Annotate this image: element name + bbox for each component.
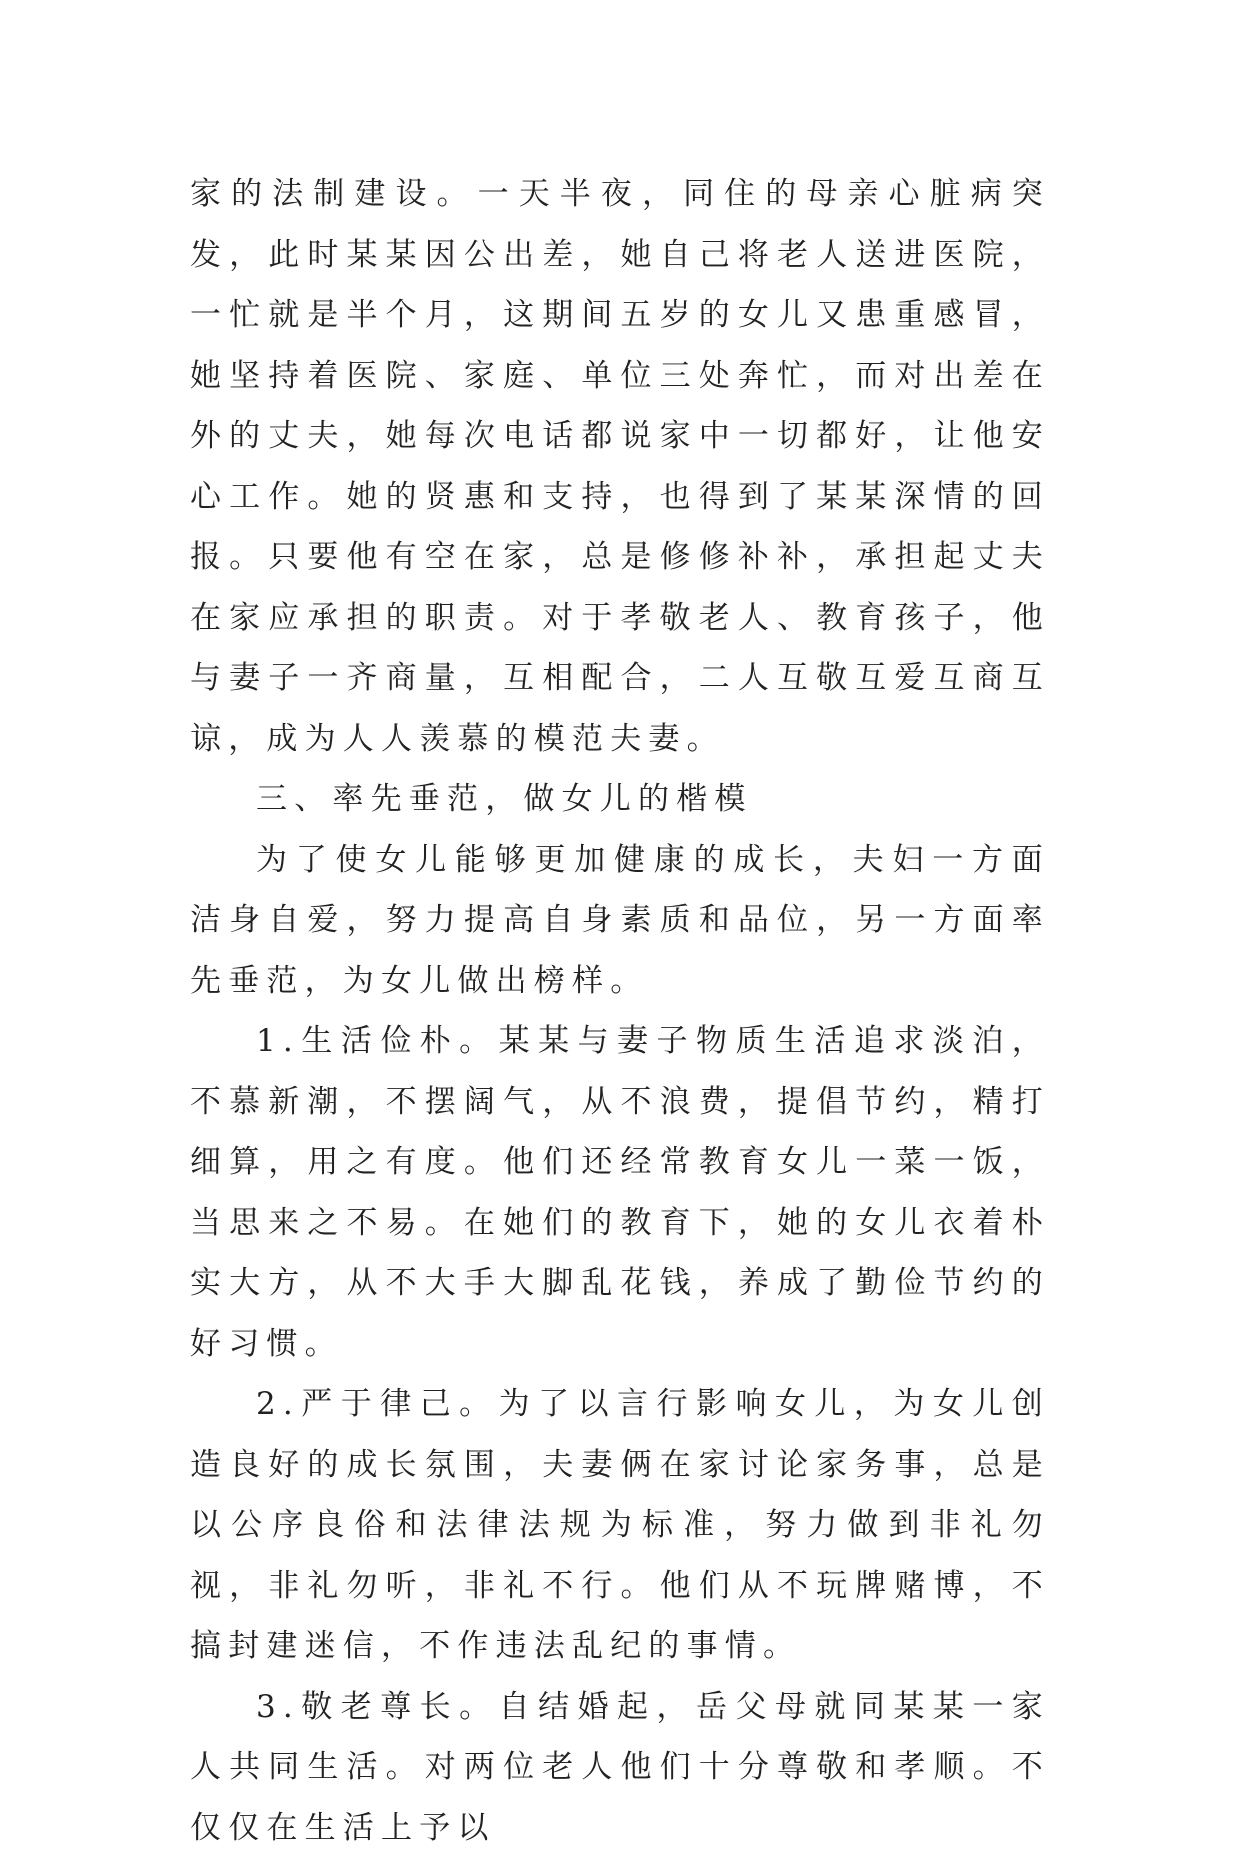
paragraph-family-legal-building: 家的法制建设。一天半夜，同住的母亲心脏病突发，此时某某因公出差，她自己将老人送进医院，一忙就是半个月，这期间五岁的女儿又患重感冒，她坚持着医院、家庭、单位三处奔忙，而对出差在外的丈夫，她每次电话都说家中一切都好，让他安心工作。她的贤惠和支持，也得到了某某深情的回报。只要他有空在家，总是修修补补，承担起丈夫在家应承担的职责。对于孝敬老人、教育孩子，他与妻子一齐商量，互相配合，二人互敬互爱互商互谅，成为人人羡慕的模范夫妻。: [190, 164, 1050, 769]
paragraph-respect-elders: 3.敬老尊长。自结婚起，岳父母就同某某一家人共同生活。对两位老人他们十分尊敬和孝顺。不仅仅在生活上予以: [190, 1677, 1050, 1858]
document-body: [190, 164, 1050, 1858]
section-heading-role-model: 三、率先垂范，做女儿的楷模: [190, 769, 1050, 830]
paragraph-self-discipline: 2.严于律己。为了以言行影响女儿，为女儿创造良好的成长氛围，夫妻俩在家讨论家务事，总是以公序良俗和法律法规为标准，努力做到非礼勿视，非礼勿听，非礼不行。他们从不玩牌赌博，不搞封建迷信，不作违法乱纪的事情。: [190, 1374, 1050, 1677]
paragraph-set-example: 为了使女儿能够更加健康的成长，夫妇一方面洁身自爱，努力提高自身素质和品位，另一方面率先垂范，为女儿做出榜样。: [190, 830, 1050, 1012]
paragraph-frugal-living: 1.生活俭朴。某某与妻子物质生活追求淡泊，不慕新潮，不摆阔气，从不浪费，提倡节约，精打细算，用之有度。他们还经常教育女儿一菜一饭，当思来之不易。在她们的教育下，她的女儿衣着朴实大方，从不大手大脚乱花钱，养成了勤俭节约的好习惯。: [190, 1011, 1050, 1374]
